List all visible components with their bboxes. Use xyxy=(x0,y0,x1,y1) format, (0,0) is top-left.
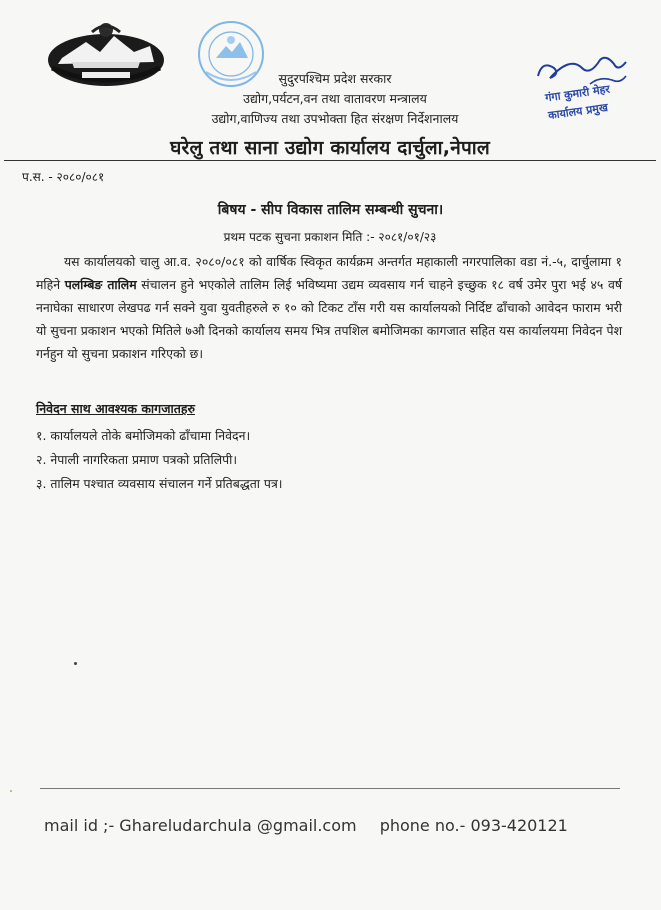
signatory-role: कार्यालय प्रमुख xyxy=(547,100,609,123)
header-divider xyxy=(4,160,656,161)
scan-speck xyxy=(10,790,12,792)
ministry-name: उद्योग,पर्यटन,वन तथा वातावरण मन्त्रालय xyxy=(243,91,427,106)
signatory-name: गंगा कुमारी मेहर xyxy=(544,82,611,105)
office-name: घरेलु तथा साना उद्योग कार्यालय दार्चुला,नेपाल xyxy=(170,137,490,159)
publication-date: प्रथम पटक सुचना प्रकाशन मिति :- २०८१/०१/२३ xyxy=(223,230,437,244)
directorate-name: उद्योग,वाणिज्य तथा उपभोक्ता हित संरक्षण निर्देशनालय xyxy=(211,111,459,126)
requirements-list xyxy=(36,424,283,496)
notice-subject: बिषय - सीप विकास तालिम सम्बन्धी सुचना। xyxy=(217,202,444,218)
training-name: पलम्बिङ तालिम xyxy=(64,277,137,292)
footer-phone: phone no.- 093-420121 xyxy=(379,816,568,835)
footer-divider xyxy=(40,788,620,789)
list-item: २. नेपाली नागरिकता प्रमाण पत्रको प्रतिलिपी। xyxy=(36,452,238,467)
body-text-part2: संचालन हुने भएकोले तालिम लिई भविष्यमा उद्यम व्यवसाय गर्न चाहने इच्छुक १८ वर्ष उमेर पुरा भई ४५ वर्ष ननाघेका साधारण लेखपढ गर्न सक्ने युवा युवतीहरुले रु १० को टिकट टाँस गरी यस कार्यालयको निर्दिष्ट ढाँचाको आवेदन फाराम भरी यो सुचना प्रकाशन भएको मितिले ७औ दिनको कार्यालय समय भित्र तपशिल बमोजिमका कागजात सहित यस कार्यालयमा निवेदन पेश गर्नहुन यो सुचना प्रकाशन गरिएको छ। xyxy=(36,277,623,361)
list-item: ३. तालिम पश्चात व्यवसाय संचालन गर्ने प्रतिबद्धता पत्र। xyxy=(36,476,283,491)
notice-body xyxy=(36,250,622,365)
list-item: १. कार्यालयले तोके बमोजिमको ढाँचामा निवेदन। xyxy=(36,428,251,443)
body-text-part1: यस कार्यालयको चालु आ.व. २०८०/०८१ को वार्षिक स्विकृत कार्यक्रम अन्तर्गत महाकाली नगरपालिका वडा नं.-५, दार्चुलामा १ महिने xyxy=(36,254,622,292)
government-name: सुदुरपश्चिम प्रदेश सरकार xyxy=(278,71,392,86)
nepal-emblem-icon xyxy=(42,18,170,90)
scan-speck xyxy=(74,662,77,665)
footer xyxy=(44,816,586,835)
footer-email: mail id ;- Ghareludarchula @gmail.com xyxy=(44,816,357,835)
reference-number: प.स. - २०८०/०८१ xyxy=(22,170,105,184)
requirements-title: निवेदन साथ आवश्यक कागजातहरु xyxy=(36,401,195,416)
